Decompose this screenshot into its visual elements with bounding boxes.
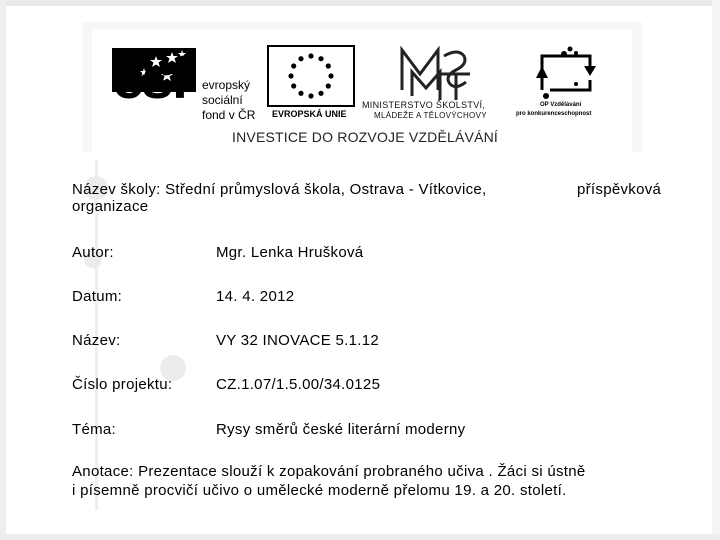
date-value: 14. 4. 2012: [216, 288, 295, 305]
esf-line1: evropský: [202, 78, 251, 92]
project-number-label: Číslo projektu:: [72, 376, 173, 393]
eu-star: [308, 53, 313, 58]
eu-star: [318, 56, 323, 61]
annotation-line2: i písemně procvičí učivo o umělecké moderně přelomu 19. a 20. století.: [72, 482, 567, 499]
eu-star: [326, 63, 331, 68]
slide-border-right: [712, 0, 720, 540]
esf-letters: esf: [112, 46, 187, 111]
slide-border-left: [0, 0, 6, 540]
school-name-line2: organizace: [72, 198, 149, 215]
slide-border-top: [0, 0, 720, 6]
esf-line2: sociální: [202, 93, 243, 107]
op-line1: OP Vzdělávání: [540, 102, 582, 108]
op-line2: pro konkurenceschopnost: [516, 111, 592, 117]
eu-star: [328, 73, 333, 78]
tagline: INVESTICE DO ROZVOJE VZDĚLÁVÁNÍ: [232, 129, 499, 145]
topic-label: Téma:: [72, 421, 117, 438]
eu-star: [318, 91, 323, 96]
date-label: Datum:: [72, 288, 123, 305]
eu-star: [291, 83, 296, 88]
eu-star: [291, 63, 296, 68]
eu-star: [298, 56, 303, 61]
eu-star: [298, 91, 303, 96]
annotation-line1: Anotace: Prezentace slouží k zopakování probraného učiva . Žáci si ústně: [72, 463, 586, 480]
school-name-part2: příspěvková: [577, 181, 662, 198]
title-value: VY 32 INOVACE 5.1.12: [216, 332, 380, 349]
topic-value: Rysy směrů české literární moderny: [216, 421, 466, 438]
eu-star: [308, 93, 313, 98]
eu-caption: EVROPSKÁ UNIE: [272, 109, 347, 119]
author-value: Mgr. Lenka Hrušková: [216, 244, 364, 261]
title-label: Název:: [72, 332, 121, 349]
author-label: Autor:: [72, 244, 114, 261]
eu-star: [288, 73, 293, 78]
esf-line3: fond v ČR: [202, 108, 256, 122]
project-number-value: CZ.1.07/1.5.00/34.0125: [216, 376, 381, 393]
school-name-line1: Název školy: Střední průmyslová škola, Ostrava - Vítkovice,: [72, 181, 487, 198]
slide-border-bottom: [0, 534, 720, 540]
msmt-line1: MINISTERSTVO ŠKOLSTVÍ,: [362, 100, 486, 110]
msmt-line2: MLÁDEŽE A TĚLOVÝCHOVY: [374, 111, 487, 120]
eu-star: [326, 83, 331, 88]
